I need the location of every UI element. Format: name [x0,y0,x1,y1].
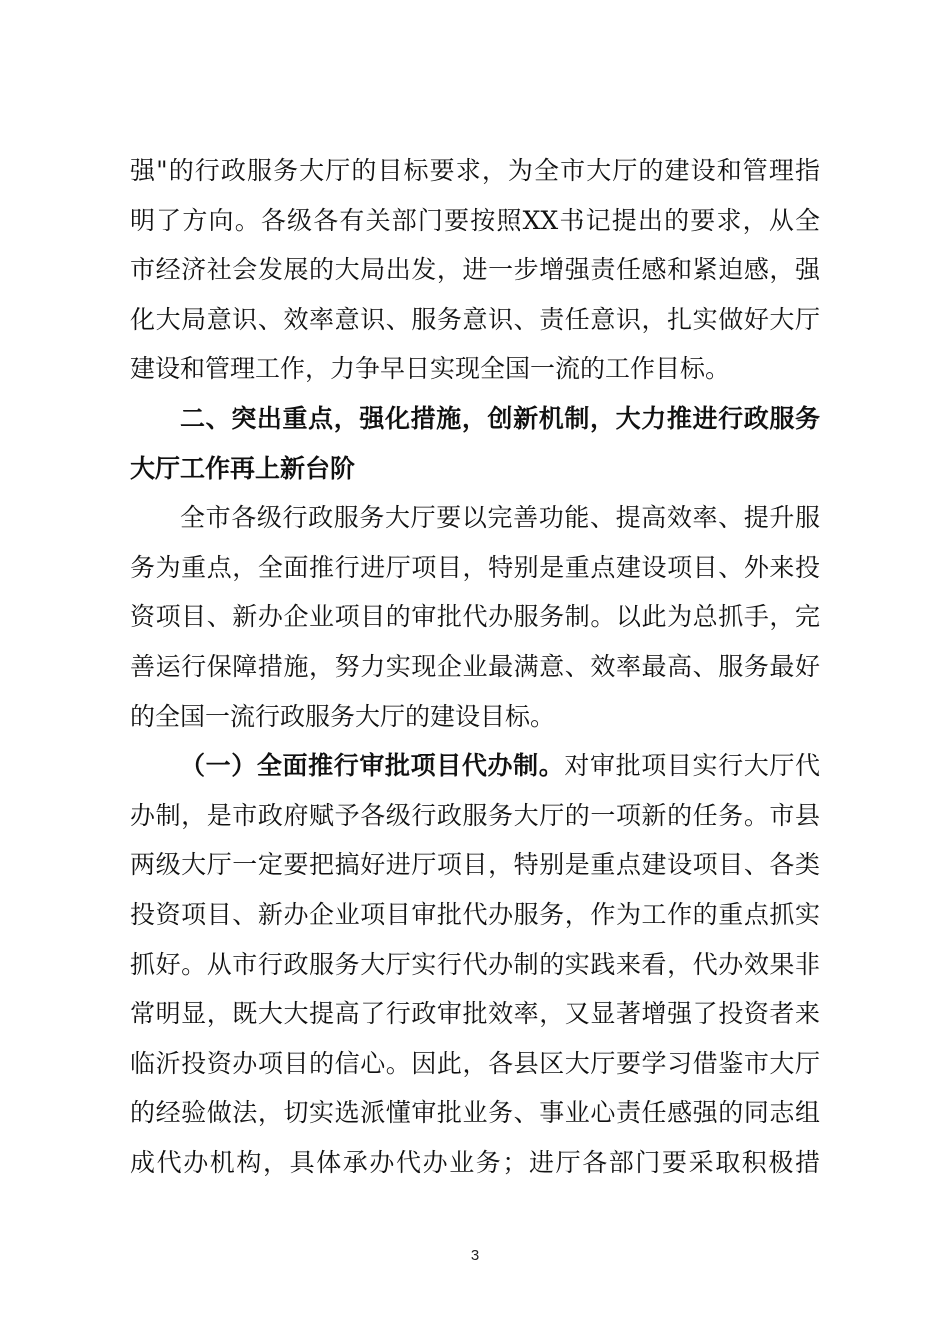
text-line: 强"的行政服务大厅的目标要求，为全市大厅的建设和管理指 [130,156,820,185]
page-number: 3 [470,1247,480,1264]
paragraph-3 [130,741,820,1187]
text-line: 成代办机构，具体承办代办业务；进厅各部门要采取积极措 [130,1147,820,1177]
subsection-heading: （一）全面推行审批项目代办制。 [180,751,565,781]
text-line: 建设和管理工作，力争早日实现全国一流的工作目标。 [130,354,731,384]
text-line: 抓好。从市行政服务大厅实行代办制的实践来看，代办效果非 [130,949,820,979]
paragraph-2 [130,493,820,741]
text-line: 常明显，既大大提高了行政审批效率，又显著增强了投资者来 [130,999,820,1029]
text-line: 明了方向。各级各有关部门要按照XX书记提出的要求，从全 [130,205,820,235]
text-line: 投资项目、新办企业项目审批代办服务，作为工作的重点抓实 [130,899,820,929]
text-line: 资项目、新办企业项目的审批代办服务制。以此为总抓手，完 [130,602,820,632]
text-line: 办制，是市政府赋予各级行政服务大厅的一项新的任务。市县 [130,800,820,830]
text-line: 务为重点，全面推行进厅项目，特别是重点建设项目、外来投 [130,552,820,582]
text-line: 的全国一流行政服务大厅的建设目标。 [130,701,556,731]
text-line [130,741,820,791]
text-line: 临沂投资办项目的信心。因此，各县区大厅要学习借鉴市大厅 [130,1048,820,1078]
heading-line: 二、突出重点，强化措施，创新机制，大力推进行政服务 [180,403,820,433]
text-line: 两级大厅一定要把搞好进厅项目，特别是重点建设项目、各类 [130,850,820,880]
text-line: 化大局意识、效率意识、服务意识、责任意识，扎实做好大厅 [130,304,820,334]
section-2-heading [130,394,820,493]
text-line: 市经济社会发展的大局出发，进一步增强责任感和紧迫感，强 [130,255,820,285]
paragraph-1 [130,146,820,394]
heading-line: 大厅工作再上新台阶 [130,453,356,483]
document-body [130,146,820,1187]
text-line: 善运行保障措施，努力实现企业最满意、效率最高、服务最好 [130,651,820,681]
text-run: 对审批项目实行大厅代 [564,751,820,781]
text-line: 的经验做法，切实选派懂审批业务、事业心责任感强的同志组 [130,1098,820,1128]
text-line: 全市各级行政服务大厅要以完善功能、提高效率、提升服 [180,503,820,533]
